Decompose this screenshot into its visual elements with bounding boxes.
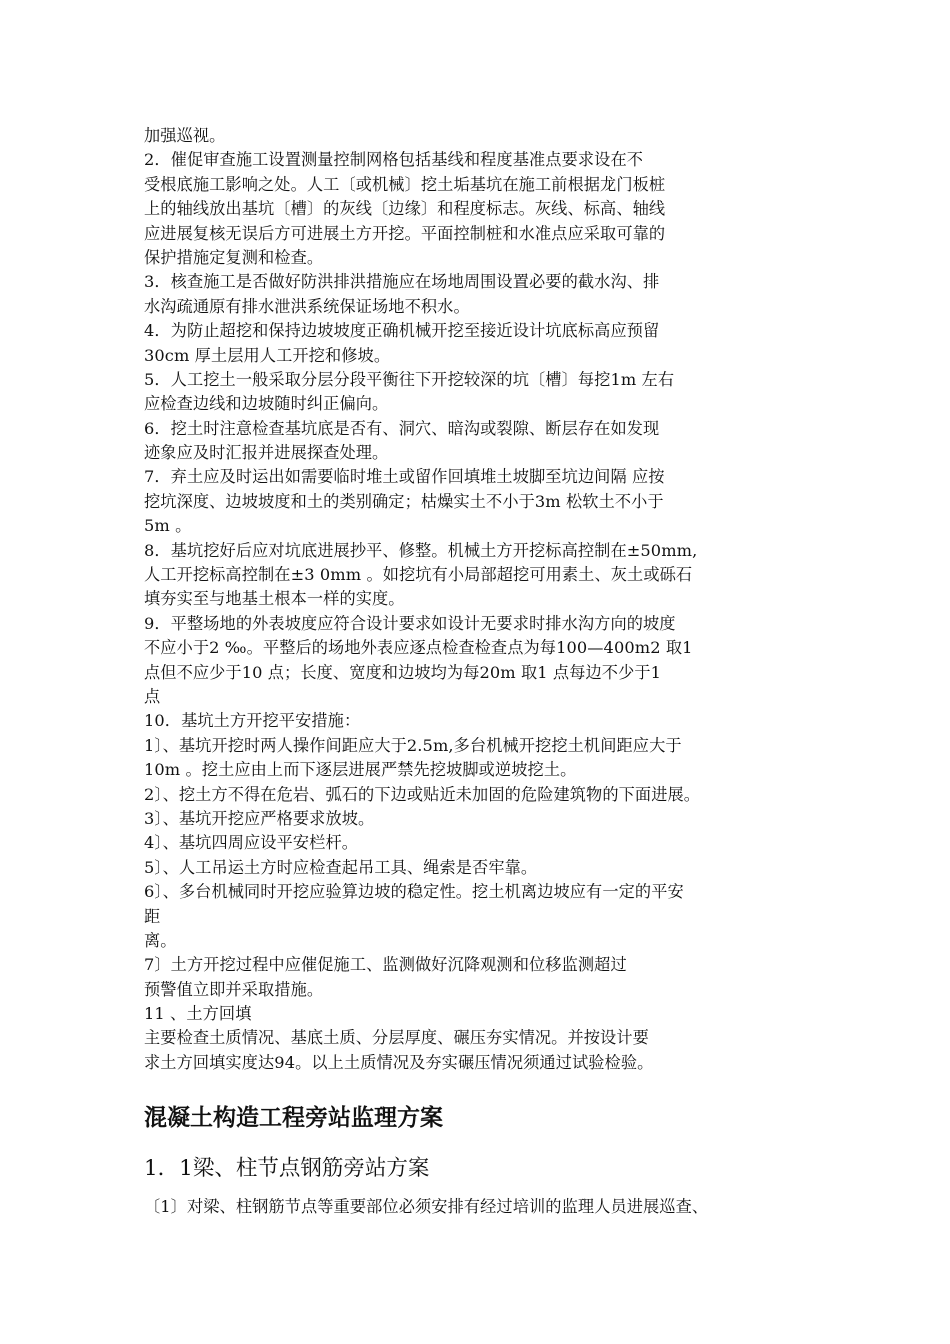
text-line: 点 bbox=[144, 686, 161, 706]
text-line: 9．平整场地的外表坡度应符合设计要求如设计无要求时排水沟方向的坡度 bbox=[144, 613, 676, 633]
text-line: 点但不应少于10 点；长度、宽度和边坡均为每20m 取1 点每边不少于1 bbox=[144, 662, 662, 682]
text-line: 填夯实至与地基土根本一样的实度。 bbox=[144, 589, 405, 609]
text-line: 11 、土方回填 bbox=[144, 1004, 252, 1024]
subsection-heading: 1．1梁、柱节点钢筋旁站方案 bbox=[144, 1156, 430, 1181]
text-line: 受根底施工影响之处。人工〔或机械〕挖土垢基坑在施工前根据龙门板桩 bbox=[144, 174, 666, 194]
text-line: 挖坑深度、边坡坡度和土的类别确定；枯燥实土不小于3m 松软土不小于 bbox=[144, 491, 664, 511]
text-line: 离。 bbox=[144, 930, 177, 950]
text-line: 4．为防止超挖和保持边坡坡度正确机械开挖至接近设计坑底标高应预留 bbox=[144, 321, 660, 341]
text-line: 主要检查土质情况、基底土质、分层厚度、碾压夯实情况。并按设计要 bbox=[144, 1028, 649, 1048]
text-line: 距 bbox=[144, 906, 161, 926]
text-line: 应进展复核无误后方可进展土方开挖。平面控制桩和水准点应采取可靠的 bbox=[144, 223, 666, 243]
text-line: 人工开挖标高控制在±3 0mm 。如挖坑有小局部超挖可用素土、灰土或砾石 bbox=[144, 565, 693, 585]
text-line: 3〕、基坑开挖应严格要求放坡。 bbox=[144, 808, 375, 828]
text-line: 2〕、挖土方不得在危岩、弧石的下边或贴近未加固的危险建筑物的下面进展。 bbox=[144, 784, 701, 804]
section-heading: 混凝土构造工程旁站监理方案 bbox=[144, 1105, 443, 1131]
text-line: 不应小于2 ‰。平整后的场地外表应逐点检查检查点为每100—400m2 取1 bbox=[144, 638, 693, 658]
text-line: 7．弃土应及时运出如需要临时堆土或留作回填堆土坡脚至坑边间隔 应按 bbox=[144, 467, 665, 487]
text-line: 30cm 厚土层用人工开挖和修坡。 bbox=[144, 345, 391, 365]
text-line: 5〕、人工吊运土方时应检查起吊工具、绳索是否牢靠。 bbox=[144, 857, 538, 877]
text-line: 8．基坑挖好后应对坑底进展抄平、修整。机械土方开挖标高控制在±50mm, bbox=[144, 540, 698, 560]
text-line: 预警值立即并采取措施。 bbox=[144, 979, 324, 999]
body-text bbox=[144, 124, 844, 1075]
text-line: 5m 。 bbox=[144, 516, 192, 536]
text-line: 6〕、多台机械同时开挖应验算边坡的稳定性。挖土机离边坡应有一定的平安 bbox=[144, 882, 684, 902]
text-line: 应检查边线和边坡随时纠正偏向。 bbox=[144, 394, 389, 414]
text-line: 6．挖土时注意检查基坑底是否有、洞穴、暗沟或裂隙、断层存在如发现 bbox=[144, 418, 660, 438]
text-line: 1〕、基坑开挖时两人操作间距应大于2.5m,多台机械开挖挖土机间距应大于 bbox=[144, 735, 682, 755]
text-line: 2．催促审查施工设置测量控制网格包括基线和程度基准点要求设在不 bbox=[144, 150, 644, 170]
text-line: 4〕、基坑四周应设平安栏杆。 bbox=[144, 833, 359, 853]
text-line: 10m 。挖土应由上而下逐层进展严禁先挖坡脚或逆坡挖土。 bbox=[144, 760, 577, 780]
text-line: 10．基坑土方开挖平安措施： bbox=[144, 711, 361, 731]
text-line: 求土方回填实度达94。以上土质情况及夯实碾压情况须通过试验检验。 bbox=[144, 1052, 654, 1072]
text-line: 7〕土方开挖过程中应催促施工、监测做好沉降观测和位移监测超过 bbox=[144, 955, 627, 975]
text-line: 加强巡视。 bbox=[144, 126, 226, 145]
text-line: 上的轴线放出基坑〔槽〕的灰线〔边缘〕和程度标志。灰线、标高、轴线 bbox=[144, 199, 666, 219]
text-line: 迹象应及时汇报并进展探查处理。 bbox=[144, 443, 389, 463]
text-line: 保护措施定复测和检查。 bbox=[144, 247, 324, 267]
paragraph: 〔1〕对梁、柱钢筋节点等重要部位必须安排有经过培训的监理人员进展巡查、 bbox=[144, 1197, 709, 1216]
text-line: 3．核查施工是否做好防洪排洪措施应在场地周围设置必要的截水沟、排 bbox=[144, 272, 660, 292]
text-line: 5．人工挖土一般采取分层分段平衡往下开挖较深的坑〔槽〕每挖1m 左右 bbox=[144, 369, 675, 389]
text-line: 水沟疏通原有排水泄洪系统保证场地不积水。 bbox=[144, 296, 470, 316]
